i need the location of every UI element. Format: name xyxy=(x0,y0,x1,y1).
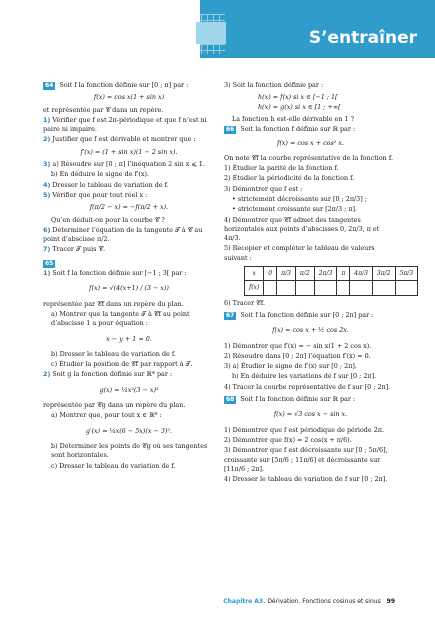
ex65-equation-1a: x − y + 1 = 0. xyxy=(106,334,152,343)
page-title: S’entraîner xyxy=(308,28,417,48)
table-cell: 2π/3 xyxy=(314,267,337,281)
table-cell: π xyxy=(337,267,350,281)
ex65-equation-1: f(x) = √(4(x+1) / (3 − x)) xyxy=(89,284,169,293)
piecewise-line-1: h(x) = f(x) si x ∈ [−1 ; 1[ xyxy=(258,93,338,102)
ex66-q4: 4) Démontrer que 𝒞f admet des tangentes horizontales aux points d’abscisses 0, 2π/3, π et 4π/3. xyxy=(224,215,380,243)
ex65-q1b: b) Dresser le tableau de variation de f. xyxy=(51,349,177,358)
ex65-q1: Soit f la fonction définie sur [−1 ; 3[ par : xyxy=(52,269,187,278)
table-cell: 5π/3 xyxy=(395,267,418,281)
table-cell xyxy=(295,281,314,295)
ex66-note: On note 𝒞f la courbe représentative de la fonction f. xyxy=(224,153,394,162)
table-cell xyxy=(350,281,373,295)
ex65-equation-2a: g′(x) = ¼x(6 − 5x)(x − 3)². xyxy=(85,426,173,435)
footer-chapter: Chapitre A3. xyxy=(223,598,266,605)
table-cell xyxy=(372,281,395,295)
bullet-icon: • xyxy=(232,194,238,203)
ex66-intro: Soit la fonction f définie sur ℝ par : xyxy=(240,125,356,134)
ex65-q2b: b) Déterminer les points de 𝒞g où ses tangentes sont horizontales. xyxy=(51,441,208,460)
ex64-q7: Tracer 𝒯 puis 𝒞. xyxy=(52,245,106,254)
ex64-equation-2: f′(x) = (1 + sin x)(1 − 2 sin x). xyxy=(80,147,178,156)
exercise-number: 67 xyxy=(226,311,235,319)
right-column xyxy=(224,80,414,485)
piecewise-line-2: h(x) = g(x) si x ∈ [1 ; +∞[ xyxy=(258,102,341,111)
ex64-q3b: b) En déduire le signe de f′(x). xyxy=(51,170,149,179)
exercise-number: 68 xyxy=(226,396,235,404)
table-cell: π/3 xyxy=(277,267,296,281)
ex66-bullet-2: • strictement croissante sur [2π/3 ; π]. xyxy=(232,205,358,214)
table-cell: x xyxy=(245,267,264,281)
table-cell xyxy=(314,281,337,295)
page-footer xyxy=(223,598,395,605)
ex64-repere: et représentée par 𝒞 dans un repère. xyxy=(43,105,164,114)
ex67-q3a: 3) a) Étudier le signe de f′(x) sur [0 ; 2π]. xyxy=(224,362,357,371)
ex64-q5: Vérifier que pour tout réel x : xyxy=(52,190,148,199)
ex65-q2c: c) Dresser le tableau de variation de f. xyxy=(51,461,176,470)
footer-title: Dérivation. Fonctions cosinus et sinus xyxy=(267,598,381,605)
exercise-number: 65 xyxy=(45,259,54,267)
values-table xyxy=(244,266,418,296)
page-number: 99 xyxy=(386,598,395,605)
ex67-q4: 4) Tracer la courbe représentative de f sur [0 ; 2π]. xyxy=(224,382,391,391)
ex66-equation: f(x) = cos x + cos² x. xyxy=(276,139,345,148)
table-cell xyxy=(264,281,277,295)
table-cell xyxy=(337,281,350,295)
ex66-q1: 1) Étudier la parité de la fonction f. xyxy=(224,164,339,173)
ex64-equation-3: f(π/2 − x) = −f(π/2 + x). xyxy=(89,203,169,212)
bullet-icon: • xyxy=(232,205,238,214)
ex66-q5: 5) Recopier et compléter le tableau de valeurs suivant : xyxy=(224,244,375,262)
table-cell xyxy=(395,281,418,295)
ex66-bullet-1: • strictement décroissante sur [0 ; 2π/3] ; xyxy=(232,194,367,203)
ex68-intro: Soit f la fonction définie sur ℝ par : xyxy=(240,395,356,404)
ex64-deduce: Qu’en déduit-on pour la courbe 𝒞 ? xyxy=(51,215,165,224)
ex64-q3a: a) Résoudre sur [0 ; π] l’inéquation 2 sin x ⩽ 1. xyxy=(52,160,205,169)
table-cell xyxy=(277,281,296,295)
ex67-intro: Soit f la fonction définie sur [0 ; 2π] par : xyxy=(240,310,374,319)
ex67-q3b: b) En déduire les variations de f sur [0 ; 2π]. xyxy=(232,372,377,381)
ex65-rep2: représentée par 𝒞g dans un repère du plan. xyxy=(43,401,186,410)
ex65-q2a: a) Montrer que, pour tout x ∈ ℝ* : xyxy=(51,411,162,420)
ex68-q2: 2) Démontrer que f(x) = 2 cos(x + π/6). xyxy=(224,435,352,444)
ex65-q2: Soit g la fonction définie sur ℝ* par : xyxy=(52,370,173,379)
ex66-q6: 6) Tracer 𝒞f. xyxy=(224,298,265,307)
table-cell: f(x) xyxy=(245,281,264,295)
ex67-q1: 1) Démontrer que f′(x) = − sin x(1 + 2 cos x). xyxy=(224,341,372,350)
decorative-block xyxy=(196,22,226,44)
ex64-intro: Soit f la fonction définie sur [0 ; π] par : xyxy=(59,81,189,89)
ex67-equation: f(x) = cos x + ½ cos 2x. xyxy=(272,326,349,335)
left-column: 64 Soit f la fonction définie sur [0 ; π] par : f(x) = cos x(1 + sin x) et représentée par 𝒞 dans un repère. 1) Vérifier que f est 2π-périodique et que f n’est ni paire ni impaire. 2) Justifier que f est dérivable et montrer que : f′(x) = (1 + sin x)(1 − 2 sin x). 3) a) Résoudre sur [0 ; π] l’inéquation 2 sin x ⩽ 1. b) En déduire le signe de f′(x). 4) Dresser le tableau de variation de f. 5) Vérifier que pour tout réel x : f(π/2 − x) = −f(π/2 + x). Qu’en déduit-on pour la courbe 𝒞 ? 6) Déterminer l’équation de la tangente 𝒯 à 𝒞 au point d’abscisse π/2. 7) Tracer 𝒯 puis 𝒞. 65 1) Soit f la fonction définie sur [−1 ; 3[ par : f(x) = √(4(x+1) / (3 − x)) représentée par 𝒞f dans un repère du plan. a) Montrer que la tangente 𝒯 à 𝒞f au point d’abscisse 1 a pour équation : x − y + 1 = 0. b) Dresser le tableau de variation de f. c) Étudier la position de 𝒞f par rapport à 𝒯. 2) Soit g la fonction définie sur ℝ* par : g(x) = ¼x²(3 − x)³ représentée par 𝒞g dans un repère du plan. a) Montrer que, pour tout x ∈ ℝ* : g′(x) = ¼x(6 − 5x)(x − 3)². b) Déterminer les points de 𝒞g où ses tangentes sont horizontales. c) Dresser le tableau de variation de f. xyxy=(43,80,215,472)
ex64-q1: Vérifier que f est 2π-périodique et que f n’est ni paire ni impaire. xyxy=(43,115,207,134)
ex64-q2: Justifier que f est dérivable et montrer que : xyxy=(52,135,196,144)
ex68-q1: 1) Démontrer que f est périodique de période 2π. xyxy=(224,425,384,434)
exercise-number: 64 xyxy=(45,82,54,89)
ex66-q2: 2) Étudier la périodicité de la fonction f. xyxy=(224,174,355,183)
ex64-q4: Dresser le tableau de variation de f. xyxy=(52,180,169,189)
ex65-equation-2: g(x) = ¼x²(3 − x)³ xyxy=(99,385,159,394)
exercise-number: 66 xyxy=(226,126,235,134)
ex68-equation: f(x) = √3 cos x − sin x. xyxy=(273,410,348,419)
right-hq: La fonction h est-elle dérivable en 1 ? xyxy=(232,114,355,123)
ex65-q1c: c) Étudier la position de 𝒞f par rapport à 𝒯. xyxy=(51,360,193,369)
ex66-q3: 3) Démontrer que f est : xyxy=(224,184,303,193)
right-q3: 3) Soit la fonction définie par : xyxy=(224,81,324,89)
table-cell: 4π/3 xyxy=(350,267,373,281)
table-cell: 0 xyxy=(264,267,277,281)
ex64-equation: f(x) = cos x(1 + sin x) xyxy=(93,93,165,102)
ex65-q1a: a) Montrer que la tangente 𝒯 à 𝒞f au point d’abscisse 1 a pour équation : xyxy=(51,309,190,328)
ex65-rep1: représentée par 𝒞f dans un repère du plan. xyxy=(43,299,184,308)
ex67-q2: 2) Résoudre dans [0 ; 2π] l’équation f′(x) = 0. xyxy=(224,351,371,360)
ex68-q3: 3) Démontrer que f est décroissante sur [0 ; 5π/6], croissante sur [5π/6 ; 11π/6] et décroissante sur [11π/6 ; 2π]. xyxy=(224,446,388,473)
table-cell: π/2 xyxy=(295,267,314,281)
table-cell: 3π/2 xyxy=(372,267,395,281)
ex68-q4: 4) Dresser le tableau de variation de f sur [0 ; 2π]. xyxy=(224,475,388,484)
table-row xyxy=(245,281,418,295)
ex64-q6: Déterminer l’équation de la tangente 𝒯 à 𝒞 au point d’abscisse π/2. xyxy=(43,225,203,244)
table-row xyxy=(245,267,418,281)
